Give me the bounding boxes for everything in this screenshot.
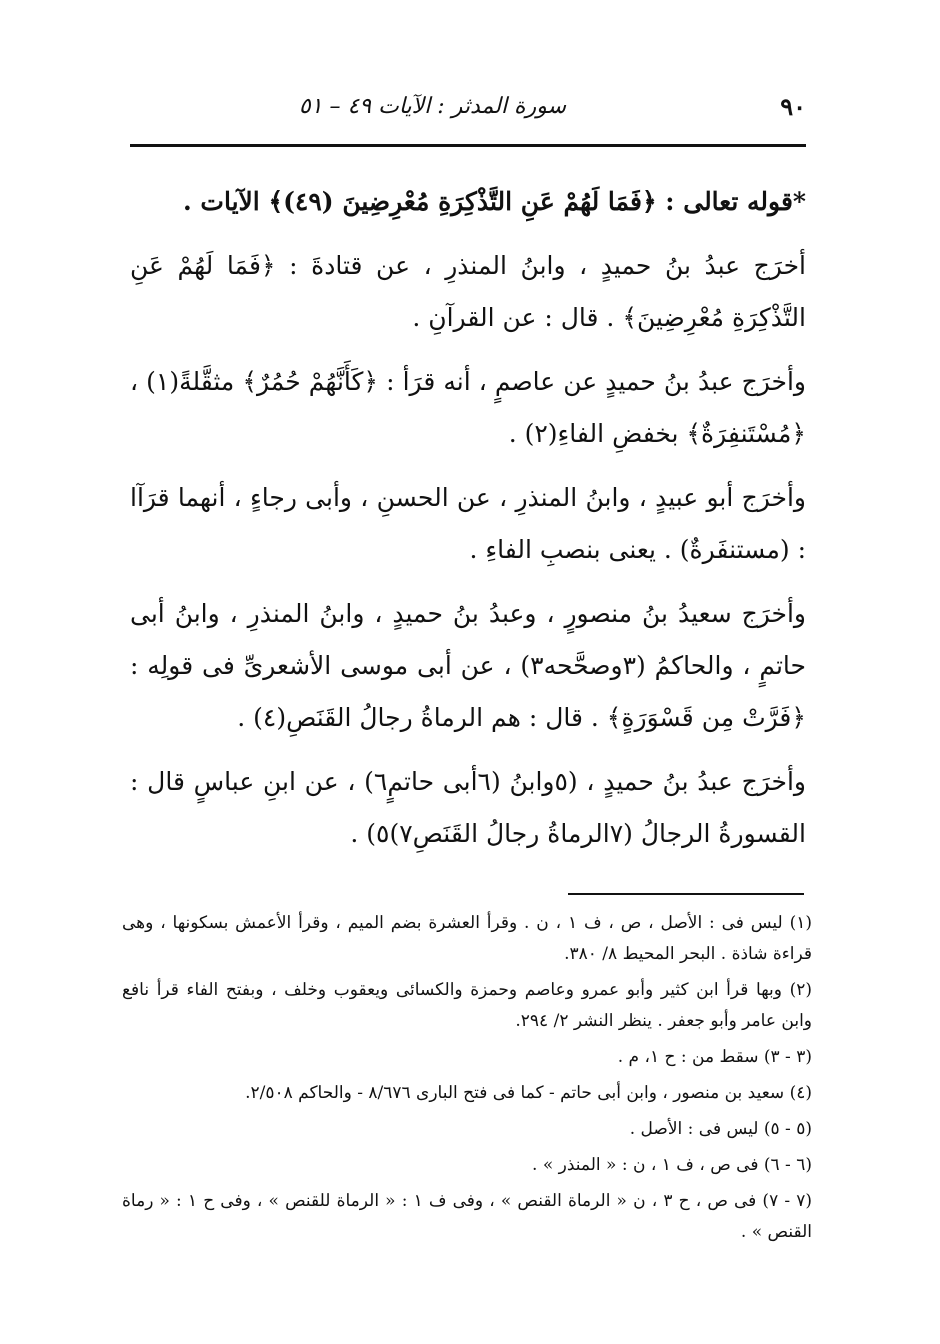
paragraph: أخرَج عبدُ بنُ حميدٍ ، وابنُ المنذرِ ، عن قتادةَ : ﴿فَمَا لَهُمْ عَنِ التَّذْكِرَةِ مُعْرِضِينَ﴾ . قال : عن القرآنِ .: [130, 251, 806, 332]
page-number: ٩٠: [780, 92, 806, 121]
footnotes: [122, 908, 812, 1253]
main-text: [130, 176, 806, 872]
paragraph: وأخرَج سعيدُ بنُ منصورٍ ، وعبدُ بنُ حميدٍ ، وابنُ المنذرِ ، وابنُ أبى حاتمٍ ، والحاكمُ (٣وصحَّحه٣) ، عن أبى موسى الأشعرىِّ فى قولِه : ﴿فَرَّتْ مِن قَسْوَرَةٍ﴾ . قال : هم الرماةُ رجالُ القَنَصِ(٤) .: [130, 599, 806, 732]
footnote: (٢) وبها قرأ ابن كثير وأبو عمرو وعاصم وحمزة والكسائى ويعقوب وخلف ، وبفتح الفاء قرأ نافع وابن عامر وأبو جعفر . ينظر النشر ٢/ ٢٩٤.: [122, 980, 812, 1031]
header-rule: [130, 144, 806, 147]
footnote: (١) ليس فى : الأصل ، ص ، ف ١ ، ن . وقرأ العشرة بضم الميم ، وقرأ الأعمش بسكونها ، وهى قراءة شاذة . البحر المحيط ٨/ ٣٨٠.: [122, 913, 812, 964]
footnote: (٣ - ٣) سقط من : ح ١، م .: [617, 1047, 812, 1067]
paragraph: وأخرَج أبو عبيدٍ ، وابنُ المنذرِ ، عن الحسنِ ، وأبى رجاءٍ ، أنهما قرَآا : (مستنفَرةٌ) . يعنى بنصبِ الفاءِ .: [130, 483, 806, 564]
paragraph: وأخرَج عبدُ بنُ حميدٍ عن عاصمٍ ، أنه قرَأ : ﴿كَأَنَّهُمْ حُمُرٌ﴾ مثقَّلةً(١) ، ﴿مُسْتَنفِرَةٌ﴾ بخفضِ الفاءِ(٢) .: [130, 367, 806, 448]
footnote: (٥ - ٥) ليس فى : الأصل .: [629, 1119, 812, 1139]
footnote-separator: [568, 893, 804, 895]
footnote: (٤) سعيد بن منصور ، وابن أبى حاتم - كما فى فتح البارى ٨/٦٧٦ - والحاكم ٢/٥٠٨.: [245, 1083, 812, 1103]
paragraph: وأخرَج عبدُ بنُ حميدٍ ، (٥وابنُ (٦أبى حاتمٍ٦) ، عن ابنِ عباسٍ قال : القسورةُ الرجالُ (٧الرماةُ رجالُ القَنَصِ٧)٥) .: [130, 767, 806, 848]
footnote: (٦ - ٦) فى ص ، ف ١ ، ن : « المنذر » .: [532, 1155, 812, 1175]
verse-heading: *قوله تعالى : ﴿فَمَا لَهُمْ عَنِ التَّذْكِرَةِ مُعْرِضِينَ (٤٩)﴾ الآيات .: [183, 187, 806, 216]
footnote: (٧ - ٧) فى ص ، ح ٣ ، ن « الرماة القنص » ، وفى ف ١ : « الرماة للقنص » ، وفى ح ١ : « رماة القنص » .: [122, 1191, 812, 1242]
page-header: [130, 92, 806, 128]
running-title: سورة المدثر : الآيات ٤٩ – ٥١: [298, 94, 566, 119]
